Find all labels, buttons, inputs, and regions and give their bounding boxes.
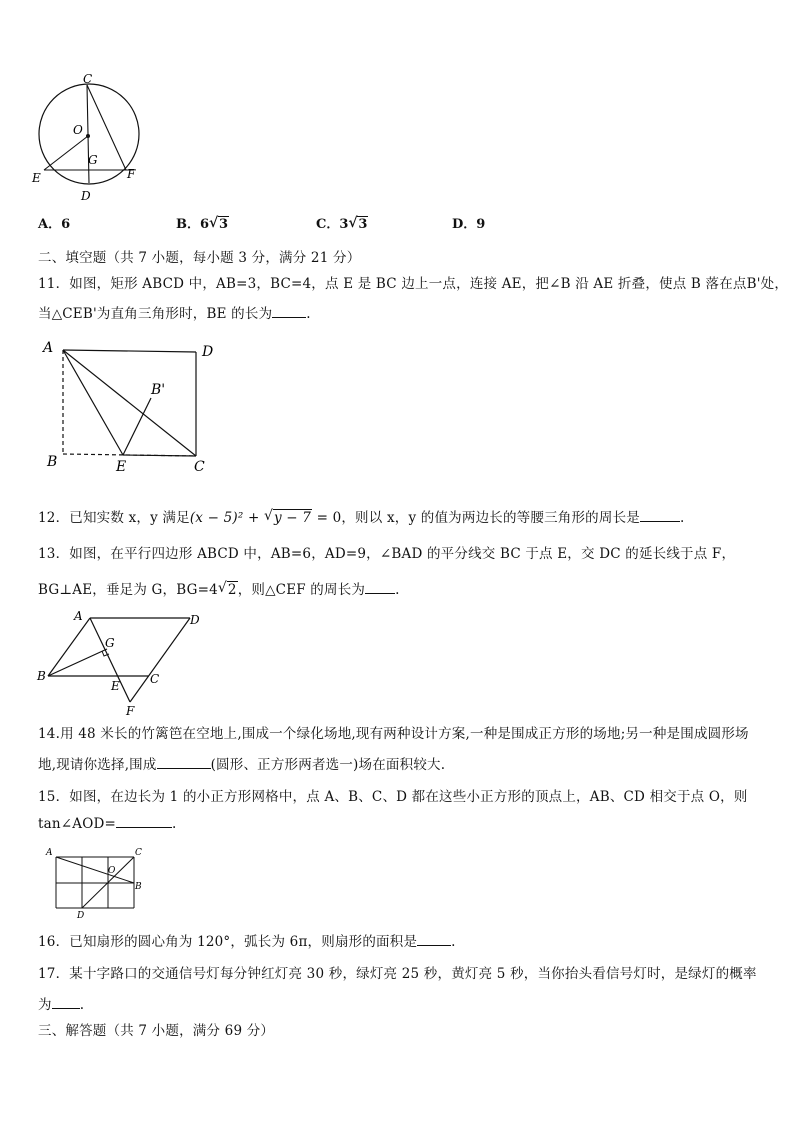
q16-end: .: [451, 934, 456, 950]
answer-blank: [116, 815, 172, 828]
grid-lines: [56, 857, 134, 908]
label-o: O: [73, 123, 83, 137]
point-o: [86, 134, 90, 138]
label-d: D: [202, 344, 214, 360]
q14-line1: 14.用 48 米长的竹篱笆在空地上,围成一个绿化场地,现有两种设计方案,一种是围成正方形的场地;另一种是围成圆形场: [38, 726, 749, 742]
q11-end: .: [306, 306, 311, 322]
q17-line1: 17．某十字路口的交通信号灯每分钟红灯亮 30 秒，绿灯亮 25 秒，黄灯亮 5 秒，当你抬头看信号灯时，是绿灯的概率: [38, 966, 757, 982]
q11-line2: [38, 302, 311, 322]
q15-end: .: [172, 816, 177, 832]
label-f: F: [127, 167, 136, 181]
segment-ad: [63, 350, 196, 352]
answer-blank: [52, 996, 80, 1009]
label-b: B: [47, 454, 58, 470]
q15-line2: [38, 815, 177, 832]
q14-text: 地,现请你选择,围成: [38, 757, 157, 773]
label-g: G: [105, 636, 115, 650]
label-b-prime: B': [151, 382, 166, 398]
sqrt-symbol: [209, 217, 229, 232]
option-b: [176, 213, 229, 232]
figure-circle: [30, 72, 150, 204]
q12-expression: (x − 5)² +: [189, 510, 264, 526]
segment-ab: [48, 618, 90, 676]
q13-end: .: [395, 582, 400, 598]
label-c: C: [150, 672, 160, 686]
option-c-text: C．3: [316, 217, 349, 232]
answer-blank: [272, 305, 306, 318]
segment-df: [130, 618, 190, 702]
option-c-radicand: 3: [358, 217, 368, 232]
label-o: O: [108, 866, 116, 876]
q16-line: [38, 930, 456, 950]
label-a: A: [46, 848, 53, 858]
q12-line: [38, 506, 684, 526]
answer-blank: [365, 581, 395, 594]
q14-line2: [38, 753, 445, 773]
label-d: D: [81, 189, 91, 203]
option-c: [316, 213, 368, 232]
q11-line1: 11．如图，矩形 ABCD 中，AB=3，BC=4，点 E 是 BC 边上一点，连接 AE，把∠B 沿 AE 折叠，使点 B 落在点B'处，: [38, 276, 789, 292]
label-b: B: [37, 669, 46, 683]
q11-text: 当△CEB'为直角三角形时，BE 的长为: [38, 306, 273, 322]
label-a: A: [43, 340, 54, 356]
option-a: A．6: [38, 217, 71, 232]
segment-ac: [63, 350, 196, 456]
section-3-heading: 三、解答题（共 7 小题，满分 69 分）: [38, 1023, 275, 1039]
q17-end: .: [79, 997, 85, 1013]
q12-end: .: [679, 510, 685, 526]
section-2-heading: 二、填空题（共 7 小题，每小题 3 分，满分 21 分）: [38, 250, 361, 266]
q12-text-2: = 0，则以 x，y 的值为两边长的等腰三角形的周长是: [312, 510, 640, 526]
option-b-radicand: 3: [219, 217, 229, 232]
q14-text-2: (圆形、正方形两者选一)场在面积较大.: [210, 757, 446, 773]
q13-line2: [38, 578, 400, 598]
option-b-text: B．6: [176, 217, 210, 232]
q13-radicand: 2: [227, 582, 237, 598]
q13-text-2: ，则△CEF 的周长为: [237, 582, 366, 598]
q12-text: 12．已知实数 x，y 满足: [38, 510, 190, 526]
segment-bg: [48, 649, 107, 676]
q17-text: 为: [38, 997, 52, 1013]
label-d: D: [190, 613, 200, 627]
answer-blank: [157, 756, 211, 769]
label-f: F: [126, 704, 135, 718]
label-e: E: [116, 459, 127, 475]
label-c: C: [135, 848, 142, 858]
segment-eb1: [123, 398, 151, 455]
segment-ab: [56, 857, 134, 883]
label-e: E: [32, 171, 41, 185]
label-c: C: [194, 459, 205, 475]
segment-ae: [63, 350, 123, 455]
label-d: D: [77, 911, 85, 921]
segment-ec: [123, 455, 196, 456]
q13-text: BG⊥AE，垂足为 G，BG=4: [38, 582, 218, 598]
q15-line1: 15．如图，在边长为 1 的小正方形网格中，点 A、B、C、D 都在这些小正方形的顶点上，AB、CD 相交于点 O，则: [38, 789, 748, 805]
figure-parallelogram: [34, 608, 214, 720]
q17-line2: [38, 993, 84, 1013]
q13-line1: 13．如图，在平行四边形 ABCD 中，AB=6，AD=9，∠BAD 的平分线交 BC 于点 E，交 DC 的延长线于点 F，: [38, 546, 736, 562]
figure-rectangle: [38, 336, 228, 476]
answer-blank: [640, 509, 680, 522]
segment-oe: [44, 136, 88, 170]
label-a: A: [74, 609, 83, 623]
label-g: G: [88, 153, 98, 167]
figure-grid: [40, 842, 150, 922]
q12-radicand: y − 7: [273, 510, 312, 526]
q16-text: 16．已知扇形的圆心角为 120°，弧长为 6π，则扇形的面积是: [38, 934, 418, 950]
label-b: B: [135, 882, 142, 892]
label-e: E: [111, 679, 120, 693]
option-d: D．9: [452, 217, 486, 232]
answer-blank: [417, 933, 451, 946]
segment-af: [90, 618, 130, 702]
sqrt-symbol: [264, 510, 312, 526]
label-c: C: [83, 72, 93, 86]
q15-text: tan∠AOD=: [38, 816, 117, 832]
sqrt-symbol: [218, 582, 238, 598]
sqrt-symbol: [348, 217, 368, 232]
